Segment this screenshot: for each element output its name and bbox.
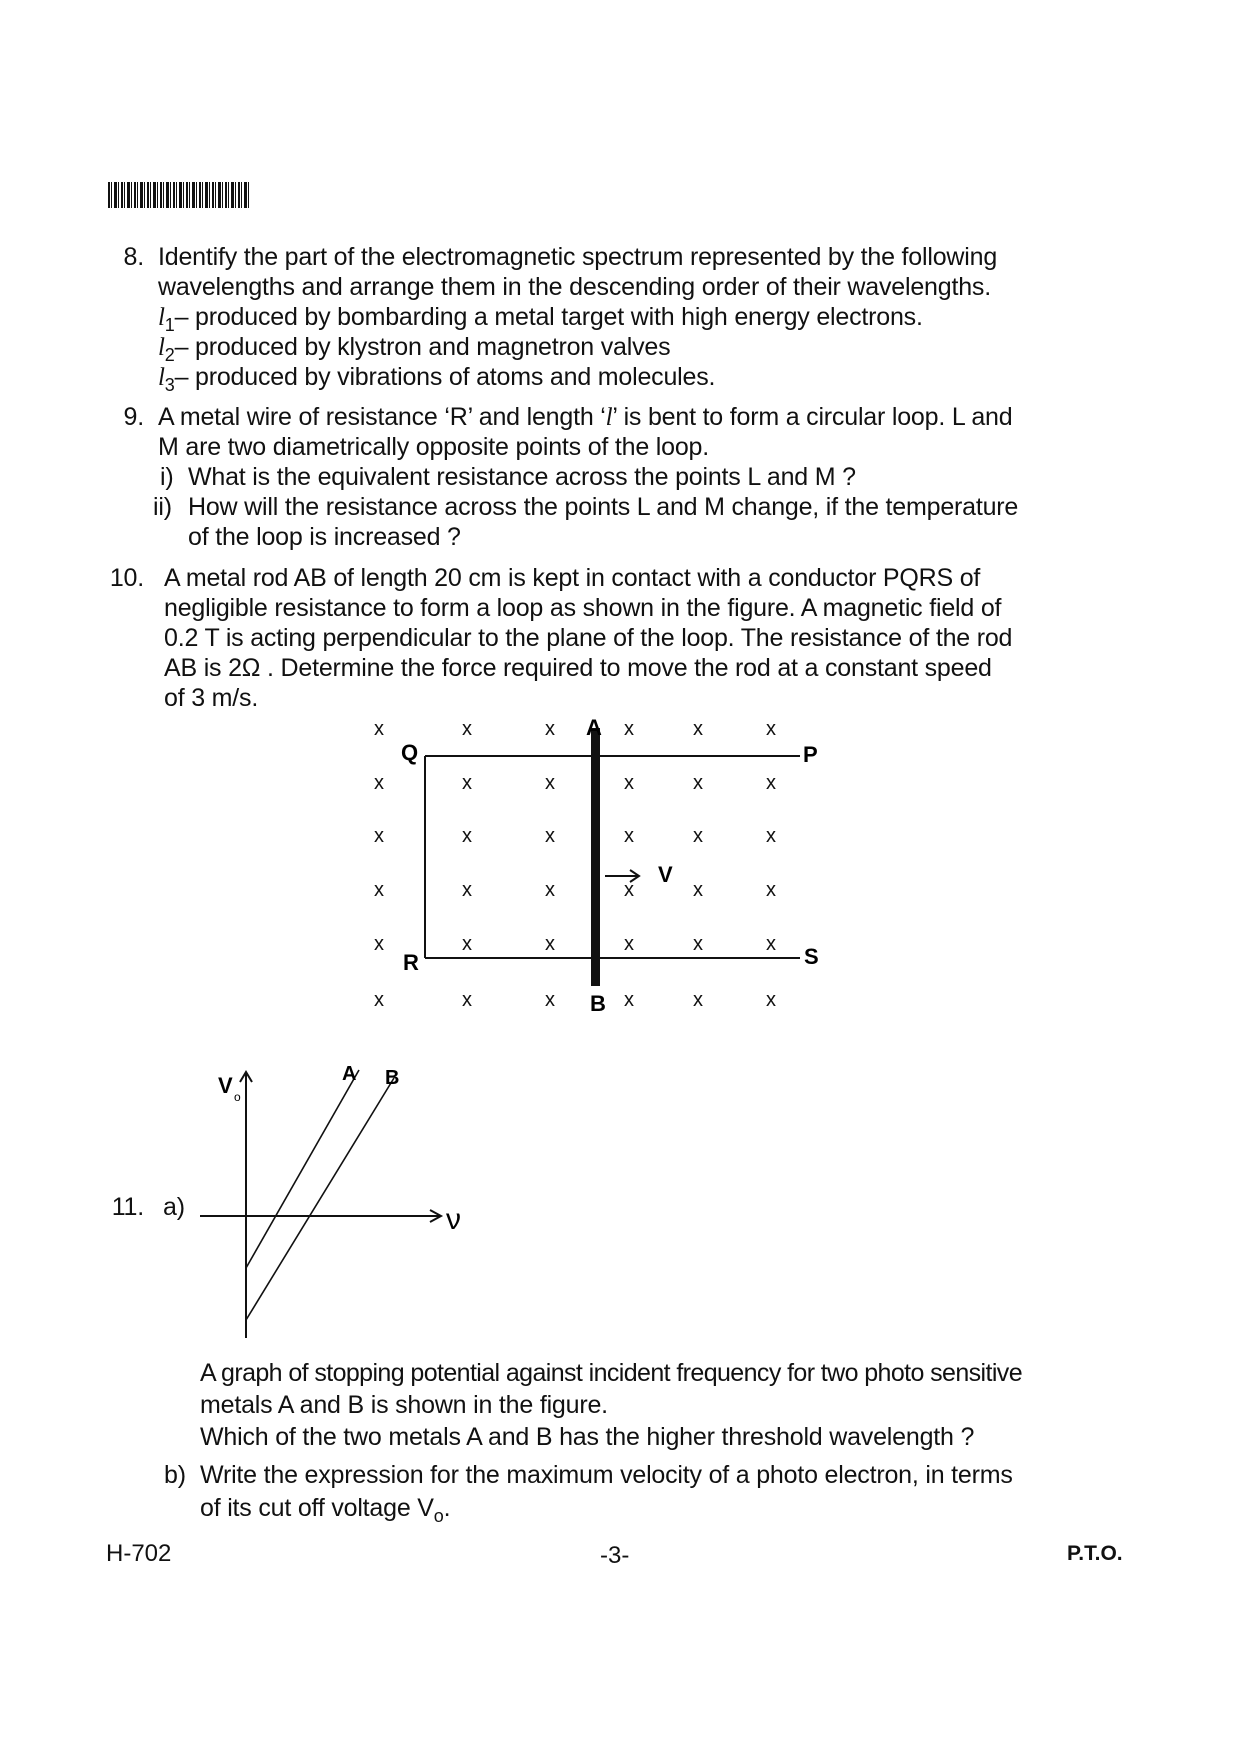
q9-sub-ii-label: ii) — [153, 493, 172, 521]
q8-item-1: $l_1-$ produced by bombarding a metal target with high energy electrons. — [158, 303, 923, 335]
field-mark: x — [624, 879, 634, 901]
q9-sub-i-label: i) — [160, 463, 174, 491]
field-mark: x — [545, 718, 555, 740]
q9-sub-ii-line-2: of the loop is increased ? — [188, 523, 461, 551]
q8-item-2: $l_2-$ produced by klystron and magnetron valves — [158, 333, 671, 365]
q10-number: 10. — [109, 564, 144, 592]
q8-number: 8. — [123, 243, 144, 271]
q8-item-3: $l_3-$ produced by vibrations of atoms and molecules. — [158, 363, 716, 395]
field-mark: x — [462, 879, 472, 901]
line-a-label: A — [342, 1063, 357, 1085]
field-mark: x — [545, 933, 555, 955]
footer-pto: P.T.O. — [1067, 1542, 1123, 1565]
field-mark: x — [624, 772, 634, 794]
q9-line-1: A metal wire of resistance ‘R’ and length ‘l’ is bent to form a circular loop. L and — [158, 403, 1013, 431]
field-mark: x — [462, 772, 472, 794]
line-b-label: B — [385, 1067, 400, 1089]
field-mark: x — [624, 933, 634, 955]
field-mark: x — [624, 989, 634, 1011]
q9-number: 9. — [123, 403, 144, 431]
field-mark: x — [693, 772, 703, 794]
x-axis-label: ν — [446, 1203, 461, 1236]
field-mark: x — [374, 825, 384, 847]
field-mark: x — [462, 989, 472, 1011]
label-b: B — [590, 991, 606, 1016]
q9-sub-ii-line-1: How will the resistance across the points L and M change, if the temperature — [188, 493, 1019, 521]
field-mark: x — [766, 989, 776, 1011]
field-mark: x — [545, 772, 555, 794]
footer-code: H-702 — [106, 1540, 172, 1567]
q10-line-2: negligible resistance to form a loop as shown in the figure. A magnetic field of — [164, 594, 1002, 622]
line-b — [246, 1078, 394, 1320]
label-v: V — [658, 862, 673, 887]
field-mark: x — [374, 772, 384, 794]
field-mark: x — [545, 989, 555, 1011]
q10-line-1: A metal rod AB of length 20 cm is kept in contact with a conductor PQRS of — [164, 564, 981, 592]
field-mark: x — [374, 718, 384, 740]
field-mark: x — [766, 772, 776, 794]
q11-a-text-1: A graph of stopping potential against incident frequency for two photo sensitive — [200, 1359, 1023, 1387]
field-mark: x — [374, 989, 384, 1011]
footer-page-number: -3- — [600, 1542, 630, 1569]
field-mark: x — [693, 718, 703, 740]
q8-line-1: Identify the part of the electromagnetic spectrum represented by the following — [158, 243, 998, 271]
field-mark: x — [374, 933, 384, 955]
q9-sub-i: What is the equivalent resistance across the points L and M ? — [188, 463, 856, 491]
label-a: A — [586, 715, 602, 740]
q11-a-text-2: metals A and B is shown in the figure. — [200, 1391, 608, 1419]
field-mark: x — [693, 989, 703, 1011]
field-mark: x — [462, 825, 472, 847]
field-mark: x — [693, 825, 703, 847]
q8-line-2: wavelengths and arrange them in the descending order of their wavelengths. — [158, 273, 991, 301]
q11-b-text-1: Write the expression for the maximum velocity of a photo electron, in terms — [200, 1461, 1013, 1489]
field-mark: x — [693, 933, 703, 955]
label-p: P — [803, 742, 818, 767]
field-mark: x — [545, 879, 555, 901]
q11-a-text-3: Which of the two metals A and B has the higher threshold wavelength ? — [200, 1423, 975, 1451]
field-mark: x — [766, 825, 776, 847]
q11-part-b-label: b) — [164, 1461, 186, 1489]
field-mark: x — [374, 879, 384, 901]
label-r: R — [403, 950, 419, 975]
field-mark: x — [545, 825, 555, 847]
q11-part-a-label: a) — [163, 1193, 185, 1221]
q10-line-5: of 3 m/s. — [164, 684, 259, 712]
y-axis-sub: o — [234, 1090, 241, 1104]
field-mark: x — [624, 718, 634, 740]
q10-line-3: 0.2 T is acting perpendicular to the plane of the loop. The resistance of the rod — [164, 624, 1013, 652]
field-mark: x — [462, 933, 472, 955]
q10-line-4: AB is 2Ω . Determine the force required to move the rod at a constant speed — [164, 654, 992, 682]
label-q: Q — [401, 740, 419, 765]
q9-line-2: M are two diametrically opposite points of the loop. — [158, 433, 710, 461]
y-axis-label: V — [218, 1073, 233, 1098]
field-mark: x — [624, 825, 634, 847]
q11-b-text-2: of its cut off voltage $V_o$. — [200, 1494, 451, 1526]
field-mark: x — [766, 879, 776, 901]
field-mark: x — [693, 879, 703, 901]
field-mark: x — [766, 718, 776, 740]
label-s: S — [804, 944, 819, 969]
line-a — [246, 1070, 359, 1268]
field-mark: x — [462, 718, 472, 740]
field-mark: x — [766, 933, 776, 955]
q11-number: 11. — [111, 1193, 144, 1221]
